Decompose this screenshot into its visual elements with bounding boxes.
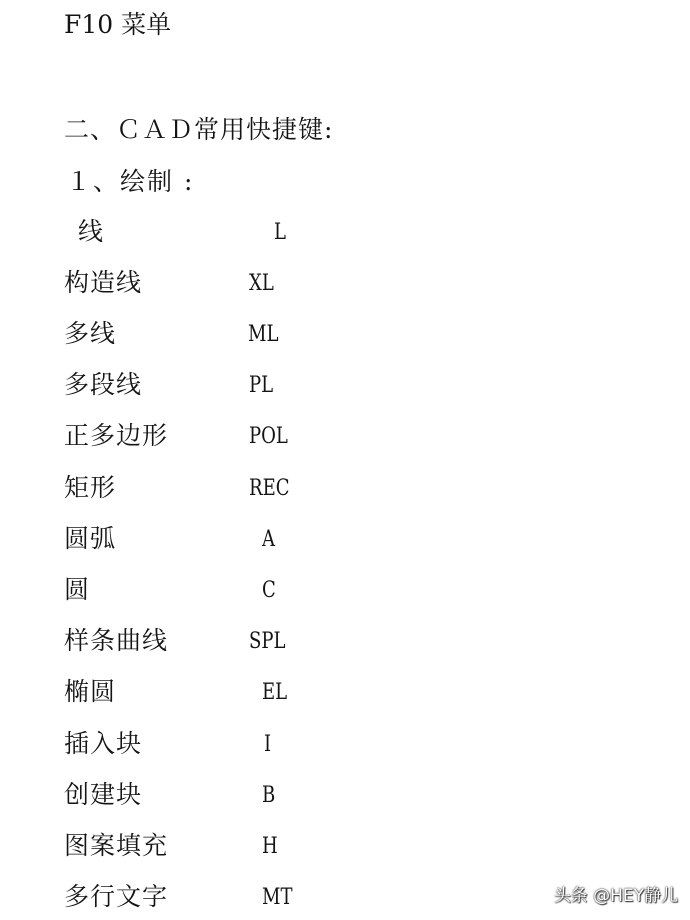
- shortcut-row: [0, 217, 690, 247]
- command-key: I: [264, 732, 272, 757]
- shortcut-row: [0, 831, 690, 861]
- command-key: POL: [249, 424, 288, 449]
- shortcut-row: [0, 626, 690, 656]
- command-key: SPL: [249, 629, 286, 654]
- command-name: 圆弧: [64, 524, 117, 553]
- shortcut-row: [0, 421, 690, 451]
- command-key: L: [274, 220, 286, 245]
- shortcut-row: [0, 524, 690, 554]
- command-key: A: [262, 527, 276, 552]
- shortcut-row: [0, 575, 690, 605]
- command-key: H: [262, 834, 278, 859]
- shortcut-row: [0, 319, 690, 349]
- shortcut-row: [0, 473, 690, 503]
- section-heading: 二、ＣＡＤ常用快捷键:: [64, 115, 334, 144]
- command-key: C: [262, 578, 276, 603]
- command-key: XL: [249, 271, 274, 296]
- menu-label: F10 菜单: [64, 10, 172, 39]
- command-name: 多行文字: [64, 882, 169, 911]
- watermark: 头条 @HEY静儿: [553, 886, 678, 906]
- shortcut-row: [0, 370, 690, 400]
- command-name: 线: [78, 217, 105, 246]
- command-key: B: [262, 783, 276, 808]
- command-name: 插入块: [64, 729, 143, 758]
- command-name: 样条曲线: [64, 626, 169, 655]
- shortcut-row: [0, 268, 690, 298]
- command-name: 圆: [64, 575, 91, 604]
- command-name: 图案填充: [64, 831, 169, 860]
- sub-heading: １、绘制 :: [66, 167, 195, 196]
- command-name: 正多边形: [64, 421, 169, 450]
- command-key: ML: [248, 322, 279, 347]
- command-name: 创建块: [64, 780, 143, 809]
- shortcut-row: [0, 729, 690, 759]
- command-name: 多段线: [64, 370, 143, 399]
- shortcut-row: [0, 780, 690, 810]
- command-name: 构造线: [64, 268, 143, 297]
- command-key: MT: [262, 885, 293, 910]
- command-key: REC: [249, 476, 290, 501]
- command-key: EL: [262, 680, 288, 705]
- command-name: 椭圆: [64, 677, 117, 706]
- shortcut-row: [0, 677, 690, 707]
- command-name: 矩形: [64, 473, 117, 502]
- command-key: PL: [249, 373, 274, 398]
- command-name: 多线: [64, 319, 117, 348]
